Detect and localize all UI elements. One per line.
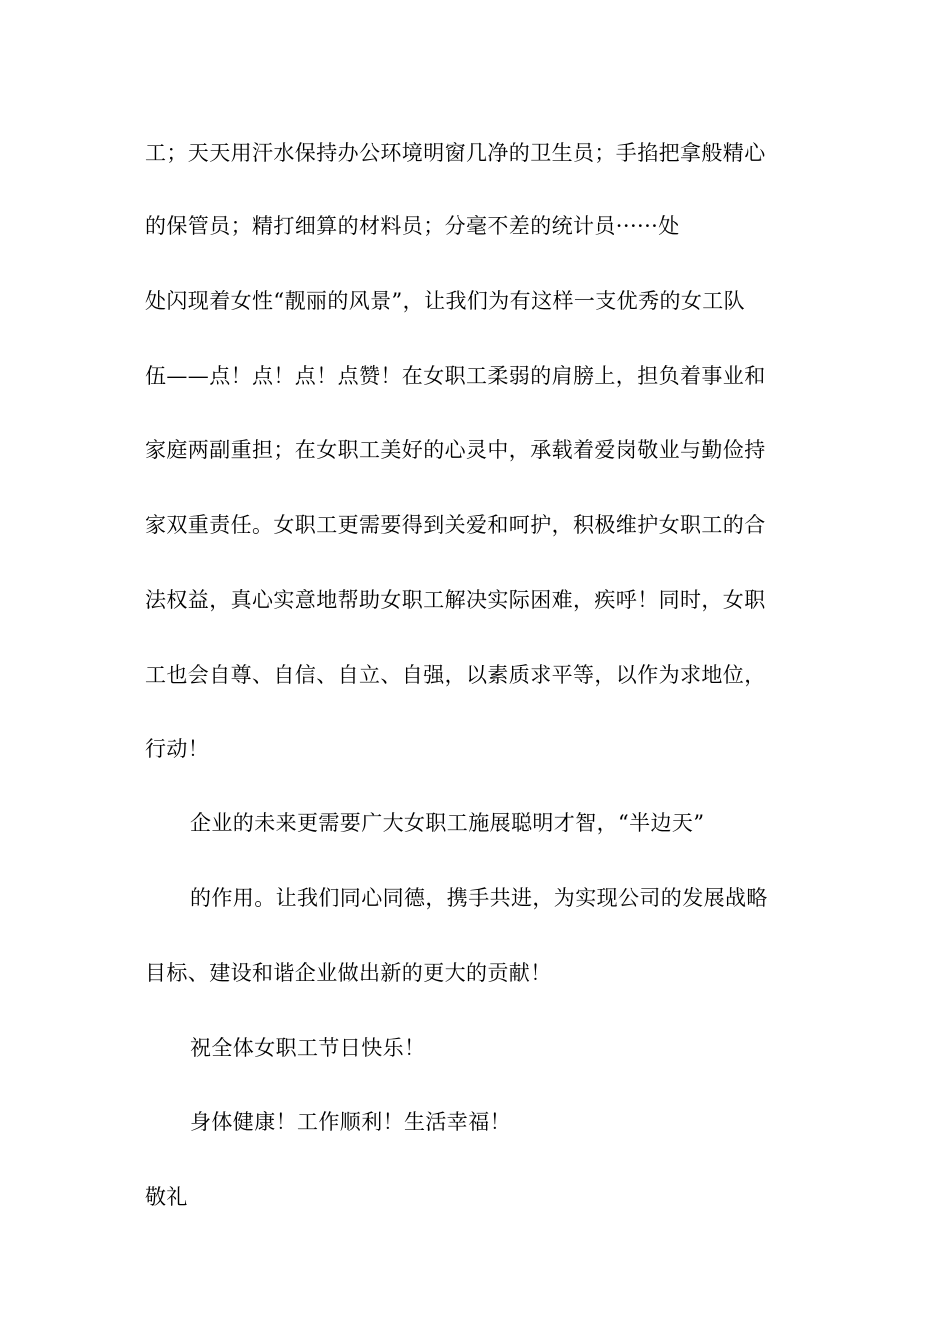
paragraph-line-1: 工；天天用汗水保持办公环境明窗几净的卫生员；手掐把拿般精心 xyxy=(145,141,766,165)
salutation: 敬礼 xyxy=(145,1185,188,1209)
paragraph-line-10: 企业的未来更需要广大女职工施展聪明才智，“半边天” xyxy=(190,811,705,835)
paragraph-line-2: 的保管员；精打细算的材料员；分毫不差的统计员······处 xyxy=(145,214,680,238)
paragraph-line-6: 家双重责任。女职工更需要得到关爱和呵护，积极维护女职工的合 xyxy=(145,513,766,537)
paragraph-line-7: 法权益，真心实意地帮助女职工解决实际困难，疾呼！同时，女职 xyxy=(145,588,766,612)
paragraph-line-4: 伍——点！点！点！点赞！在女职工柔弱的肩膀上，担负着事业和 xyxy=(145,364,766,388)
paragraph-line-8: 工也会自尊、自信、自立、自强，以素质求平等，以作为求地位， xyxy=(145,663,766,687)
paragraph-line-12: 目标、建设和谐企业做出新的更大的贡献！ xyxy=(145,961,552,985)
greeting-line: 祝全体女职工节日快乐！ xyxy=(190,1036,426,1060)
paragraph-line-11: 的作用。让我们同心同德，携手共进，为实现公司的发展战略 xyxy=(190,886,768,910)
paragraph-line-9: 行动！ xyxy=(145,737,210,761)
paragraph-line-3: 处闪现着女性“靓丽的风景”，让我们为有这样一支优秀的女工队 xyxy=(145,289,746,313)
paragraph-line-5: 家庭两副重担；在女职工美好的心灵中，承载着爱岗敬业与勤俭持 xyxy=(145,438,766,462)
wishes-line: 身体健康！工作顺利！生活幸福！ xyxy=(190,1110,511,1134)
